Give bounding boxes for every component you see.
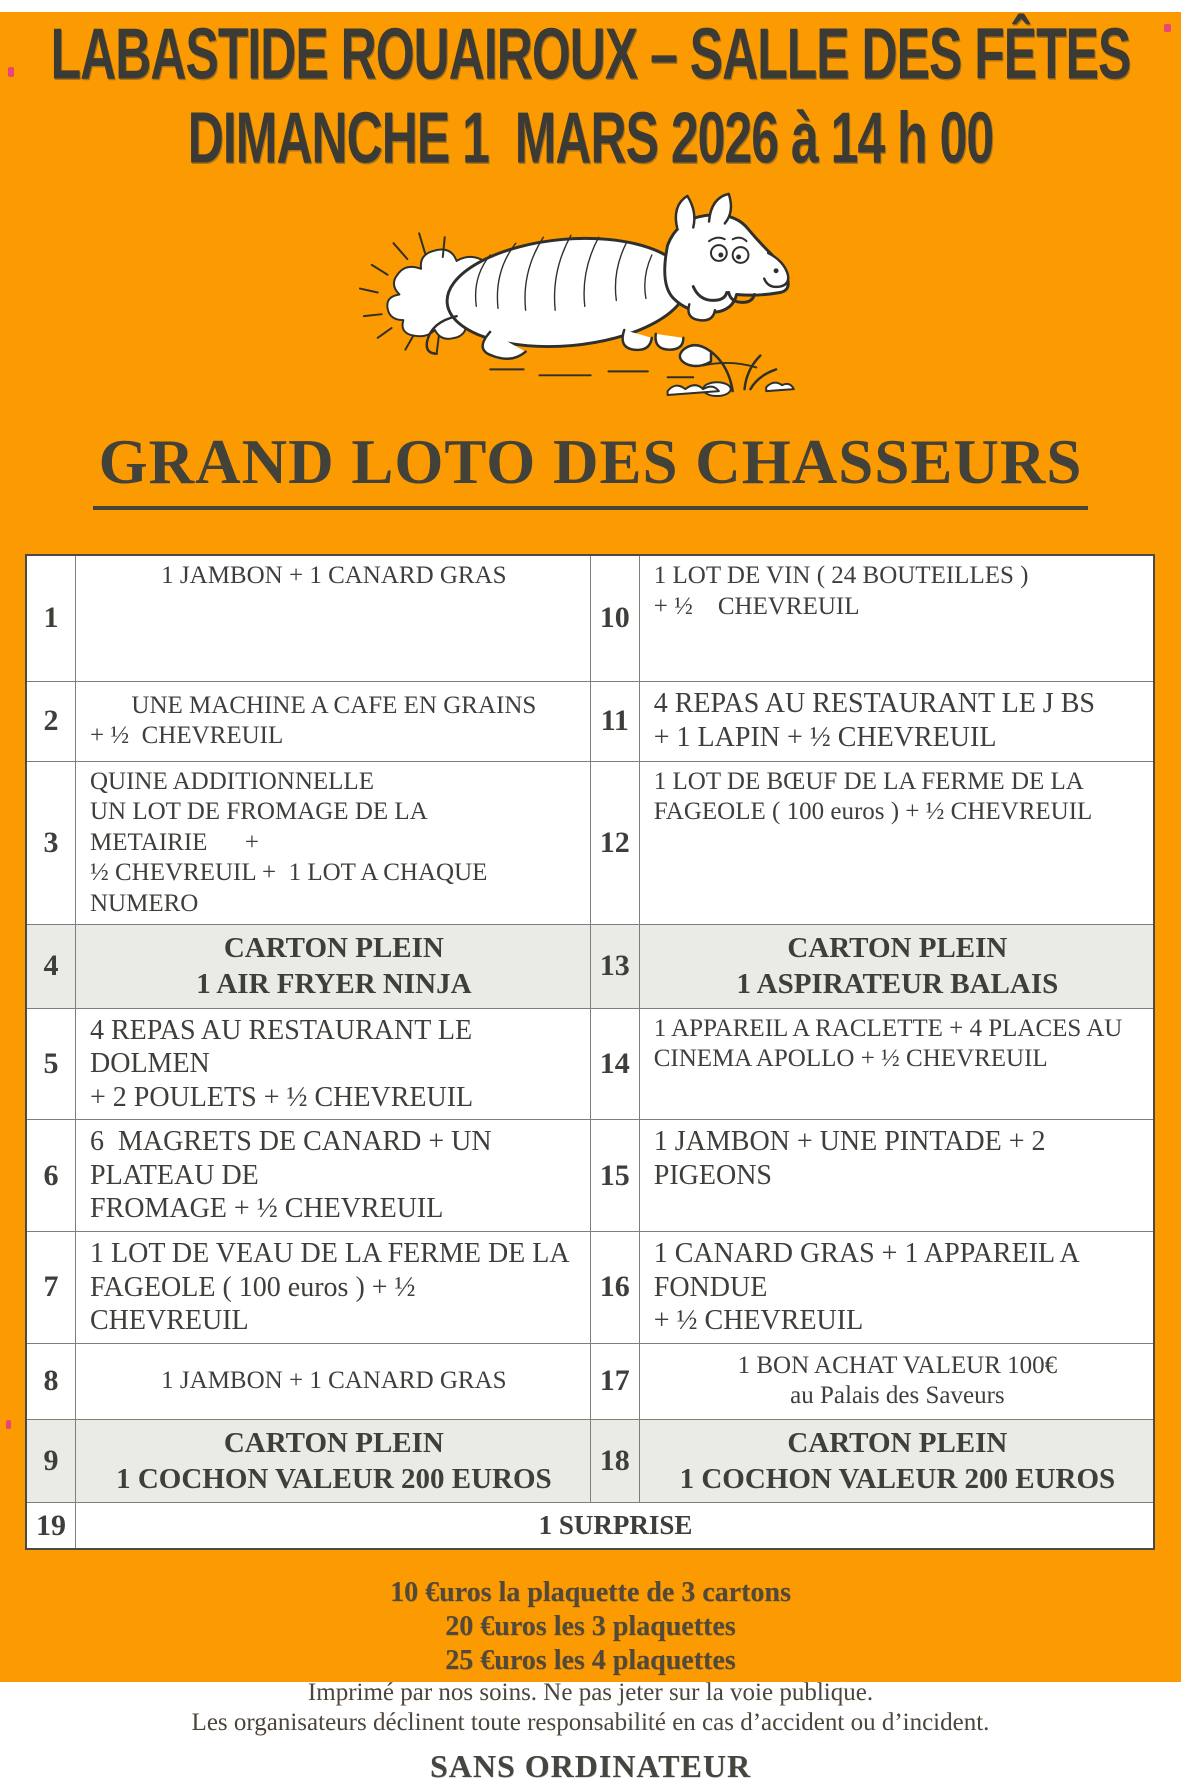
prize-cell [76, 681, 591, 761]
prize-cell [639, 555, 1154, 681]
prize-cell [76, 1008, 591, 1120]
prize-number: 18 [590, 1419, 639, 1503]
prize-number: 10 [590, 555, 639, 681]
prize-line: 1 ASPIRATEUR BALAIS [736, 968, 1059, 1001]
prize-cell [76, 1232, 591, 1344]
prize-row [26, 761, 1154, 925]
price-line: 25 €uros les 4 plaquettes [445, 1644, 736, 1676]
prize-cell [639, 1343, 1154, 1419]
prize-cell [639, 1008, 1154, 1120]
venue-header [0, 12, 1181, 96]
prize-number: 7 [26, 1232, 76, 1344]
prize-line: ½ CHEVREUIL + 1 LOT A CHAQUE NUMERO [90, 859, 488, 917]
prize-number: 13 [590, 925, 639, 1009]
prize-number: 12 [590, 761, 639, 925]
prize-row [26, 1343, 1154, 1419]
prize-number: 16 [590, 1232, 639, 1344]
prize-cell [639, 1232, 1154, 1344]
venue-header-text: LABASTIDE ROUAIROUX – SALLE DES FÊTES [50, 13, 1131, 95]
page-title: GRAND LOTO DES CHASSEURS [93, 426, 1089, 510]
prize-row [26, 925, 1154, 1009]
prize-number: 9 [26, 1419, 76, 1503]
boar-illustration [0, 186, 1181, 398]
prize-line: + ½ CHEVREUIL [653, 592, 860, 620]
datetime-header [0, 96, 1181, 180]
prize-line: 1 BON ACHAT VALEUR 100€ [737, 1351, 1058, 1379]
prize-row-final [26, 1503, 1154, 1549]
prize-line: FAGEOLE ( 100 euros ) + ½ CHEVREUIL [90, 1271, 416, 1337]
prize-number: 8 [26, 1343, 76, 1419]
scan-artifact [8, 67, 14, 77]
prize-line: 1 JAMBON + UNE PINTADE + 2 PIGEONS [653, 1126, 1046, 1191]
running-boar-cartoon-icon [334, 186, 804, 398]
prize-number: 19 [26, 1503, 76, 1549]
legal-line: Les organisateurs déclinent toute responsabilité en cas d’accident ou d’incident. [191, 1708, 990, 1736]
prize-row [26, 555, 1154, 681]
prize-line: CARTON PLEIN [223, 1426, 444, 1459]
prize-row [26, 1120, 1154, 1232]
prize-number: 15 [590, 1120, 639, 1232]
prize-line: + ½ CHEVREUIL [90, 722, 284, 749]
scan-artifact [6, 1420, 11, 1429]
legal-line: Imprimé par nos soins. Ne pas jeter sur la voie publique. [307, 1678, 874, 1706]
prize-row [26, 1232, 1154, 1344]
prize-line: UNE MACHINE A CAFE EN GRAINS [131, 691, 537, 719]
prize-line: 1 JAMBON + 1 CANARD GRAS [161, 1367, 507, 1395]
prize-line: 4 REPAS AU RESTAURANT LE DOLMEN [90, 1014, 473, 1080]
prize-line: 1 LOT DE BŒUF DE LA FERME DE LA [653, 767, 1084, 795]
prize-cell [639, 1419, 1154, 1503]
prize-line: + 2 POULETS + ½ CHEVREUIL [90, 1081, 474, 1113]
prize-number: 1 [26, 555, 76, 681]
price-line: 10 €uros la plaquette de 3 cartons [390, 1576, 791, 1608]
prize-line: 1 JAMBON + 1 CANARD GRAS [161, 562, 507, 589]
prize-line: 1 LOT DE VIN ( 24 BOUTEILLES ) [653, 562, 1029, 589]
prize-cell [76, 761, 591, 925]
prize-row [26, 681, 1154, 761]
prize-line: 1 AIR FRYER NINJA [196, 968, 472, 1001]
prize-cell [76, 555, 591, 681]
scan-artifact [1164, 24, 1171, 32]
prize-number: 4 [26, 925, 76, 1009]
prize-line: 1 COCHON VALEUR 200 EUROS [116, 1463, 552, 1496]
prize-line: + 1 LAPIN + ½ CHEVREUIL [653, 722, 997, 753]
price-line: 20 €uros les 3 plaquettes [445, 1610, 736, 1642]
prize-cell [76, 1343, 591, 1419]
prize-line: QUINE ADDITIONNELLE [90, 767, 374, 795]
prize-line: + ½ CHEVREUIL [653, 1305, 864, 1337]
no-computer-note: SANS ORDINATEUR [429, 1747, 752, 1784]
prize-line: UN LOT DE FROMAGE DE LA METAIRIE + [90, 798, 427, 856]
prize-cell [76, 1419, 591, 1503]
prize-line: FROMAGE + ½ CHEVREUIL [90, 1193, 444, 1225]
prize-cell [76, 925, 591, 1009]
prize-table [25, 554, 1155, 1550]
prize-number: 11 [590, 681, 639, 761]
prize-line: FAGEOLE ( 100 euros ) + ½ CHEVREUIL [653, 798, 1093, 825]
prize-number: 14 [590, 1008, 639, 1120]
prize-number: 5 [26, 1008, 76, 1120]
loto-poster [0, 12, 1181, 1784]
datetime-header-text: DIMANCHE 1 MARS 2026 à 14 h 00 [187, 97, 994, 179]
prize-line: 1 LOT DE VEAU DE LA FERME DE LA [90, 1238, 570, 1270]
prize-cell [639, 925, 1154, 1009]
prize-cell: 1 SURPRISE [76, 1503, 1155, 1549]
prize-line: au Palais des Saveurs [790, 1382, 1005, 1410]
prize-line: 1 APPAREIL A RACLETTE + 4 PLACES AU [653, 1014, 1123, 1042]
prize-number: 6 [26, 1120, 76, 1232]
prize-line: CARTON PLEIN [787, 932, 1008, 964]
prize-number: 2 [26, 681, 76, 761]
prize-line: 1 COCHON VALEUR 200 EUROS [679, 1463, 1116, 1496]
prize-row [26, 1008, 1154, 1120]
prize-cell [639, 681, 1154, 761]
prize-line: CINEMA APOLLO + ½ CHEVREUIL [653, 1045, 1048, 1072]
prize-cell [76, 1120, 591, 1232]
title-row [0, 426, 1181, 508]
prize-line: 1 CANARD GRAS + 1 APPAREIL A FONDUE [653, 1238, 1079, 1303]
legal-notices [0, 1678, 1181, 1738]
prize-line: CARTON PLEIN [223, 932, 444, 964]
prize-cell [639, 761, 1154, 925]
prize-line: CARTON PLEIN [787, 1426, 1008, 1459]
prize-number: 3 [26, 761, 76, 925]
ticket-prices [0, 1576, 1181, 1678]
prize-line: 4 REPAS AU RESTAURANT LE J BS [653, 688, 1095, 720]
prize-cell [639, 1120, 1154, 1232]
prize-line: 6 MAGRETS DE CANARD + UN PLATEAU DE [90, 1126, 499, 1191]
prize-row [26, 1419, 1154, 1503]
prize-number: 17 [590, 1343, 639, 1419]
